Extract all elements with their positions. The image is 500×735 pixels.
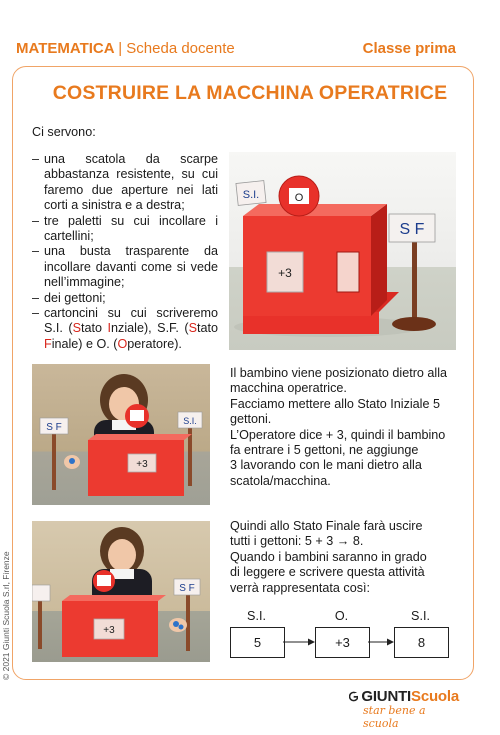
svg-text:S F: S F	[179, 583, 195, 594]
svg-text:+3: +3	[136, 459, 148, 470]
diagram-label-operator: O.	[334, 609, 349, 623]
svg-text:S.I.: S.I.	[183, 416, 197, 426]
giunti-logo-icon	[349, 689, 358, 704]
sf-card: S F	[399, 221, 425, 238]
list-item: – tre paletti su cui incollare i cartellini;	[32, 214, 218, 245]
diagram-box-operator: +3	[315, 627, 370, 658]
child-photo-1	[32, 364, 210, 505]
grade-label: Classe prima	[362, 40, 456, 57]
header-subject	[16, 40, 235, 57]
list-item: – una busta trasparente da incollare davanti come si vede nell’immagine;	[32, 244, 218, 290]
child-photo-2	[32, 521, 210, 662]
arrow-right-icon	[308, 639, 315, 646]
diagram-label-final: S.I.	[411, 609, 430, 623]
svg-text:S F: S F	[46, 422, 62, 433]
paragraph-explanation: Il bambino viene posizionato dietro alla macchina operatrice. Facciamo mettere allo Stato Iniziale 5 gettoni. L’Operatore dice + 3, quindi il bambino fa entrare i 5 gettoni, ne aggiunge 3 lavorando con le mani dietro alla scatola/macchina.	[230, 366, 448, 488]
logo-name-a: GIUNTI	[361, 688, 412, 705]
intro-text: Ci servono:	[32, 125, 96, 139]
list-item: – una scatola da scarpe abbastanza resistente, su cui faremo due aperture nei lati corti a sinistra e a destra;	[32, 152, 218, 214]
materials-list	[32, 152, 218, 352]
copyright-note: © 2021 Giunti Scuola S.rl, Firenze	[1, 551, 11, 680]
diagram-arrows	[283, 633, 395, 651]
diagram-box-final: 8	[394, 627, 449, 658]
list-item: – dei gettoni;	[32, 291, 218, 306]
sheet-label: Scheda docente	[126, 40, 235, 57]
diagram-box-initial: 5	[230, 627, 285, 658]
list-item: – cartoncini su cui scriveremo S.I. (Stato Inziale), S.F. (Stato Finale) e O. (Operatore).	[32, 306, 218, 352]
diagram-label-initial: S.I.	[247, 609, 266, 623]
plus3-card: +3	[278, 266, 292, 280]
arrow-right-icon	[387, 639, 394, 646]
si-card: S.I.	[242, 189, 260, 201]
header-separator: |	[118, 40, 123, 57]
o-card: O	[294, 192, 304, 204]
page-title: COSTRUIRE LA MACCHINA OPERATRICE	[52, 82, 448, 104]
publisher-logo	[349, 688, 459, 730]
logo-name-b: Scuola	[411, 688, 459, 705]
machine-photo	[229, 152, 456, 350]
paragraph-result: Quindi allo Stato Finale farà uscire tutti i gettoni: 5 + 3 → 8. Quando i bambini saranno in grado di leggere e scrivere questa attività verrà rappresentata così:	[230, 519, 427, 595]
subject-label: MATEMATICA	[16, 40, 115, 57]
svg-text:+3: +3	[103, 625, 115, 636]
logo-tagline: star bene a scuola	[363, 704, 426, 730]
